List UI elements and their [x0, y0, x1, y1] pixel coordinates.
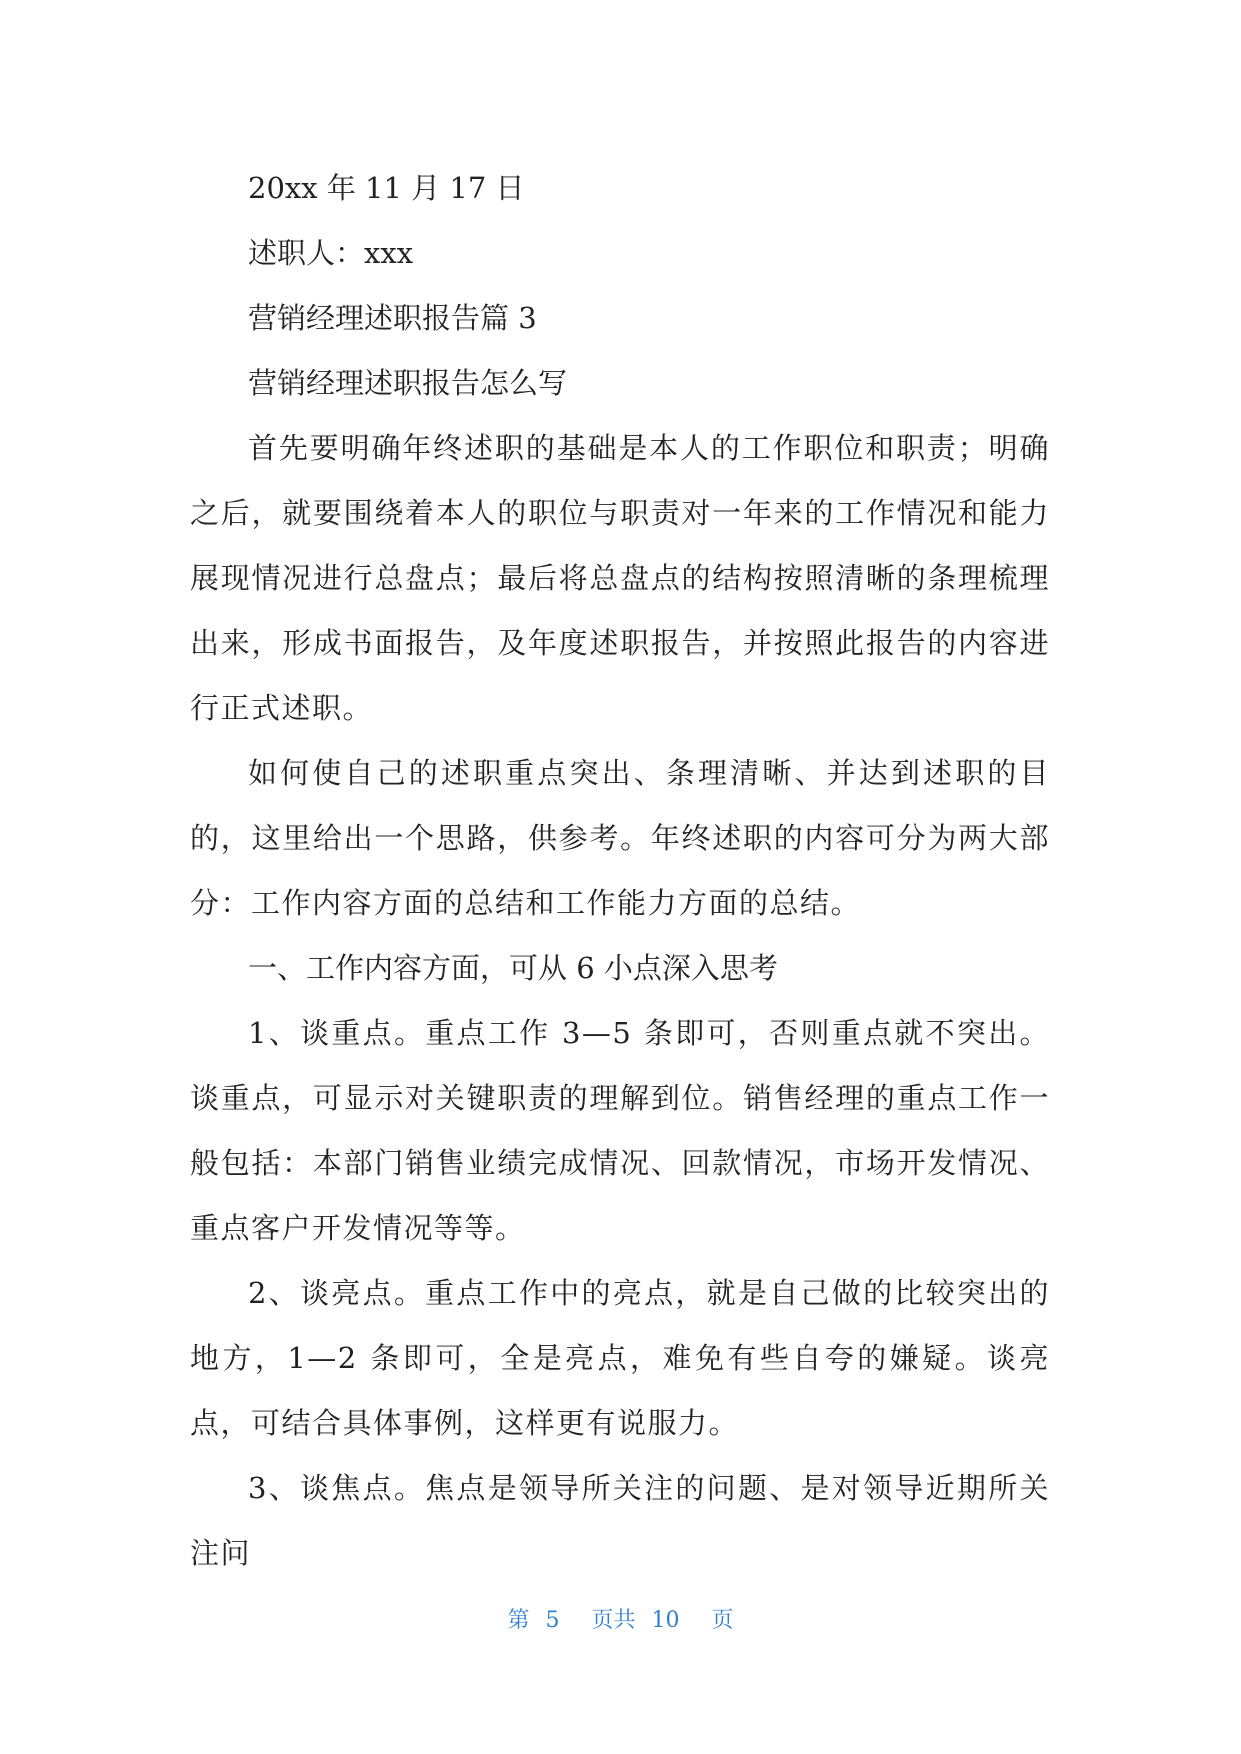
list-item: 3、谈焦点。焦点是领导所关注的问题、是对领导近期所关注问: [190, 1471, 1050, 1570]
footer-suffix: 页: [711, 1608, 734, 1633]
body-paragraph: 首先要明确年终述职的基础是本人的工作职位和职责；明确之后，就要围绕着本人的职位与职责对一年来的工作情况和能力展现情况进行总盘点；最后将总盘点的结构按照清晰的条理梳理出来，形成书面报告，及年度述职报告，并按照此报告的内容进行正式述职。: [190, 431, 1050, 725]
footer-prefix: 第: [507, 1608, 530, 1633]
body-paragraph: 如何使自己的述职重点突出、条理清晰、并达到述职的目的，这里给出一个思路，供参考。年终述职的内容可分为两大部分：工作内容方面的总结和工作能力方面的总结。: [190, 756, 1050, 920]
content-section-title: 一、工作内容方面，可从 6 小点深入思考: [248, 951, 778, 985]
document-body: [190, 156, 1050, 1586]
date-line: 20xx 年 11 月 17 日: [248, 171, 525, 205]
section-subheading: 营销经理述职报告怎么写: [248, 366, 568, 400]
author-line: 述职人：xxx: [248, 236, 414, 270]
footer-total-pages: 10: [651, 1608, 680, 1633]
page-footer: [0, 1603, 1241, 1634]
footer-middle: 页共: [591, 1608, 636, 1633]
list-item: 2、谈亮点。重点工作中的亮点，就是自己做的比较突出的地方，1—2 条即可，全是亮点，难免有些自夸的嫌疑。谈亮点，可结合具体事例，这样更有说服力。: [190, 1276, 1050, 1440]
footer-current-page: 5: [545, 1608, 560, 1633]
section-heading: 营销经理述职报告篇 3: [248, 301, 537, 335]
list-item: 1、谈重点。重点工作 3—5 条即可，否则重点就不突出。谈重点，可显示对关键职责的理解到位。销售经理的重点工作一般包括：本部门销售业绩完成情况、回款情况，市场开发情况、重点客户开发情况等等。: [190, 1016, 1050, 1245]
